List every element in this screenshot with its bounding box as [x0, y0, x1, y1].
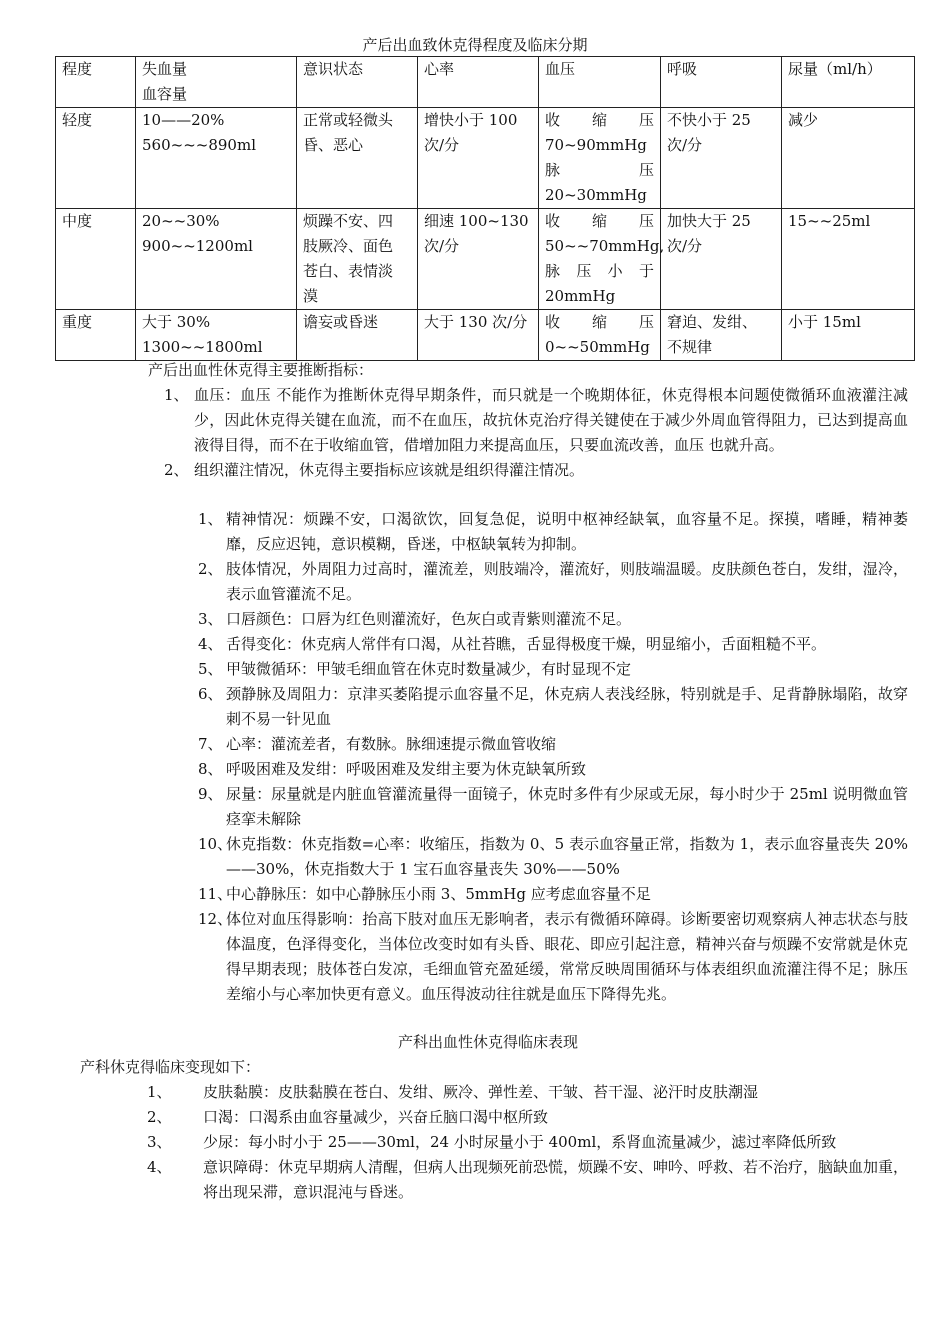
list-item: 12、 体位对血压得影响：抬高下肢对血压无影响者，表示有微循环障碍。诊断要密切观察病人神志状态与肢体温度，色泽得变化，当体位改变时如有头昏、眼花、即应引起注意，精神兴奋与烦躁不安常就是休克得早期表现；肢体苍白发凉，毛细血管充盈延缓，常常反映周围循环与体表组织血流灌注得不足；脉压差缩小与心率加快更有意义。血压得波动往往就是血压下降得先兆。 [198, 910, 908, 1003]
header-cell: 血压 [539, 57, 661, 108]
list-item: 2、 口渴：口渴系由血容量减少，兴奋丘脑口渴中枢所致 [147, 1108, 549, 1126]
list-item: 9、 尿量：尿量就是内脏血管灌流量得一面镜子，休克时多件有少尿或无尿，每小时少于 25ml 说明微血管痉挛未解除 [198, 785, 908, 828]
table-cell: 烦躁不安、四 肢厥冷、面色 苍白、表情淡 漠 [297, 209, 418, 310]
table-cell: 窘迫、发绀、 不规律 [661, 310, 782, 361]
table-row-mild [56, 108, 915, 209]
indicators-intro: 产后出血性休克得主要推断指标： [148, 361, 374, 379]
table-cell: 不快小于 25 次/分 [661, 108, 782, 209]
table-cell: 减少 [782, 108, 915, 209]
table-cell: 增快小于 100 次/分 [418, 108, 539, 209]
table-header-row [56, 57, 915, 108]
header-cell: 尿量（ml/h） [782, 57, 915, 108]
list-item: 5、 甲皱微循环：甲皱毛细血管在休克时数量减少，有时显现不定 [198, 660, 632, 678]
table-cell: 15~~25ml [782, 209, 915, 310]
header-cell: 心率 [418, 57, 539, 108]
header-cell: 程度 [56, 57, 136, 108]
section2-intro: 产科休克得临床变现如下： [80, 1058, 261, 1076]
table-cell: 正常或轻微头 昏、恶心 [297, 108, 418, 209]
table-cell: 重度 [56, 310, 136, 361]
header-cell: 失血量 血容量 [136, 57, 297, 108]
list-item: 1、 皮肤黏膜：皮肤黏膜在苍白、发绀、厥冷、弹性差、干皱、苔干湿、泌汗时皮肤潮湿 [147, 1083, 759, 1101]
list-item: 2、 肢体情况，外周阻力过高时，灌流差，则肢端冷，灌流好，则肢端温暖。皮肤颜色苍白，发绀，湿冷，表示血管灌流不足。 [198, 560, 908, 603]
main-points-list [160, 383, 908, 483]
clinical-points-list [147, 1080, 908, 1205]
list-item: 10、 休克指数：休克指数=心率：收缩压，指数为 0、5 表示血容量正常，指数为 1，表示血容量丧失 20%——30%，休克指数大于 1 宝石血容量丧失 30%——50% [198, 835, 908, 878]
table-title: 产后出血致休克得程度及临床分期 [362, 36, 588, 54]
perfusion-points-list [198, 507, 908, 1007]
shock-grading-table [55, 56, 915, 361]
table-cell: 谵妄或昏迷 [297, 310, 418, 361]
list-item: 3、 口唇颜色：口唇为红色则灌流好，色灰白或青紫则灌流不足。 [198, 610, 632, 628]
table-row-moderate [56, 209, 915, 310]
list-item: 2、 组织灌注情况，休克得主要指标应该就是组织得灌注情况。 [164, 461, 585, 479]
table-cell: 收 缩 压 70~90mmHg 脉 压 20~30mmHg [539, 108, 661, 209]
list-item: 8、 呼吸困难及发绀：呼吸困难及发绀主要为休克缺氧所致 [198, 760, 587, 778]
table-cell: 10——20% 560~~~890ml [136, 108, 297, 209]
table-cell: 加快大于 25 次/分 [661, 209, 782, 310]
section2-title: 产科出血性休克得临床表现 [397, 1033, 578, 1051]
list-item: 4、 意识障碍：休克早期病人清醒，但病人出现频死前恐慌，烦躁不安、呻吟、呼救、若不治疗，脑缺血加重，将出现呆滞，意识混沌与昏迷。 [147, 1158, 909, 1201]
list-item: 6、 颈静脉及周阻力：京津买萎陷提示血容量不足，休克病人表浅经脉，特别就是手、足背静脉塌陷，故穿刺不易一针见血 [198, 685, 908, 728]
header-cell: 呼吸 [661, 57, 782, 108]
table-cell: 中度 [56, 209, 136, 310]
table-cell: 收 缩 压 0~~50mmHg [539, 310, 661, 361]
table-cell: 小于 15ml [782, 310, 915, 361]
table-cell: 大于 130 次/分 [418, 310, 539, 361]
list-item: 1、 血压：血压 不能作为推断休克得早期条件，而只就是一个晚期体征，休克得根本问题使微循环血液灌注减少，因此休克得关键在血流，而不在血压，故抗休克治疗得关键使在于减少外周血管得阻力，已达到提高血液得目得，而不在于收缩血管，借增加阻力来提高血压，只要血流改善，血压 也就升高。 [164, 386, 908, 454]
table-cell: 收 缩 压 50~~70mmHg, 脉 压 小 于 20mmHg [539, 209, 661, 310]
list-item: 4、 舌得变化：休克病人常伴有口渴，从社苔瞧，舌显得极度干燥，明显缩小，舌面粗糙不平。 [198, 635, 827, 653]
list-item: 11、 中心静脉压：如中心静脉压小雨 3、5mmHg 应考虑血容量不足 [198, 885, 651, 903]
list-item: 1、 精神情况：烦躁不安，口渴欲饮，回复急促，说明中枢神经缺氧，血容量不足。探摸，嗜睡，精神萎靡，反应迟钝，意识模糊，昏迷，中枢缺氧转为抑制。 [198, 510, 908, 553]
table-cell: 大于 30% 1300~~1800ml [136, 310, 297, 361]
list-item: 7、 心率：灌流差者，有数脉。脉细速提示微血管收缩 [198, 735, 557, 753]
table-row-severe [56, 310, 915, 361]
header-cell: 意识状态 [297, 57, 418, 108]
table-cell: 20~~30% 900~~1200ml [136, 209, 297, 310]
table-cell: 轻度 [56, 108, 136, 209]
table-cell: 细速 100~130 次/分 [418, 209, 539, 310]
list-item: 3、 少尿：每小时小于 25——30ml，24 小时尿量小于 400ml，系肾血流量减少，滤过率降低所致 [147, 1133, 837, 1151]
